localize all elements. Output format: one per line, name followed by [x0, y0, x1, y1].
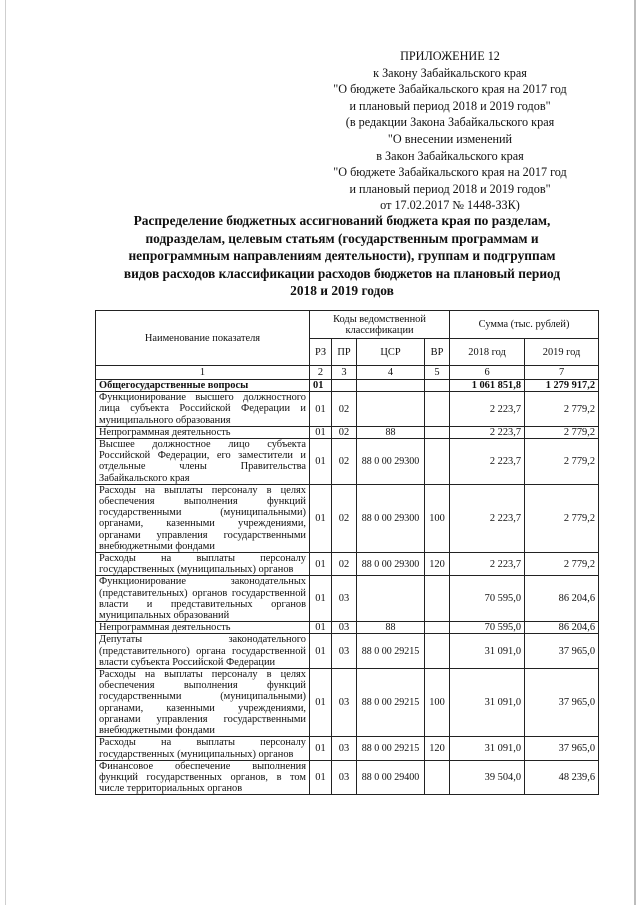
index-cell: 4 [357, 366, 425, 380]
header-2019: 2019 год [525, 339, 599, 366]
row-csr-cell: 88 0 00 29300 [357, 553, 425, 576]
row-pr-cell: 02 [332, 484, 357, 552]
row-rz-cell: 01 [310, 484, 332, 552]
row-vr-cell: 100 [425, 669, 450, 737]
table-row [96, 426, 599, 438]
row-rz-cell: 01 [310, 760, 332, 795]
appendix-line: к Закону Забайкальского края [373, 65, 527, 80]
row-csr-cell [357, 392, 425, 427]
table-row [96, 669, 599, 737]
row-2019-cell: 1 279 917,2 [525, 380, 599, 392]
row-2018-cell: 31 091,0 [450, 669, 525, 737]
header-vr: ВР [425, 339, 450, 366]
index-cell: 2 [310, 366, 332, 380]
header-pr: ПР [332, 339, 357, 366]
row-name-cell: Расходы на выплаты персоналу в целях обеспечения выполнения функций государственными (муниципальными) органами, казенными учреждениями, органами управления государственными внебюджетными фондами [96, 484, 310, 552]
title-line: видов расходов классификации расходов бюджетов на плановый период [123, 265, 561, 281]
index-cell: 3 [332, 366, 357, 380]
appendix-line: и плановый период 2018 и 2019 годов" [349, 181, 551, 196]
row-vr-cell [425, 576, 450, 622]
row-rz-cell: 01 [310, 737, 332, 760]
row-2018-cell: 1 061 851,8 [450, 380, 525, 392]
row-2019-cell: 86 204,6 [525, 622, 599, 634]
table-row [96, 576, 599, 622]
scan-edge-right [634, 0, 636, 905]
appendix-line: "О бюджете Забайкальского края на 2017 год [333, 82, 567, 97]
row-2018-cell: 39 504,0 [450, 760, 525, 795]
index-cell: 6 [450, 366, 525, 380]
row-name-cell: Высшее должностное лицо субъекта Российской Федерации, его заместители и отдельные члены Правительства Забайкальского края [96, 439, 310, 485]
row-2018-cell: 2 223,7 [450, 392, 525, 427]
row-2019-cell: 2 779,2 [525, 439, 599, 485]
row-pr-cell: 03 [332, 737, 357, 760]
title-line: Распределение бюджетных ассигнований бюджета края по разделам, [133, 213, 551, 228]
row-vr-cell [425, 392, 450, 427]
row-rz-cell: 01 [310, 576, 332, 622]
row-pr-cell: 02 [332, 439, 357, 485]
row-vr-cell [425, 426, 450, 438]
appendix-line: "О бюджете Забайкальского края на 2017 год [333, 165, 567, 180]
table-row [96, 439, 599, 485]
row-rz-cell: 01 [310, 669, 332, 737]
row-2018-cell: 2 223,7 [450, 439, 525, 485]
row-pr-cell: 03 [332, 576, 357, 622]
header-csr: ЦСР [357, 339, 425, 366]
row-rz-cell: 01 [310, 380, 332, 392]
row-name-cell: Общегосударственные вопросы [96, 380, 310, 392]
header-sum-group: Сумма (тыс. рублей) [450, 311, 599, 339]
row-name-cell: Непрограммная деятельность [96, 622, 310, 634]
row-2018-cell: 70 595,0 [450, 576, 525, 622]
row-name-cell: Расходы на выплаты персоналу государственных (муниципальных) органов [96, 553, 310, 576]
row-vr-cell [425, 634, 450, 669]
row-pr-cell: 02 [332, 553, 357, 576]
row-2018-cell: 70 595,0 [450, 622, 525, 634]
row-csr-cell: 88 0 00 29215 [357, 669, 425, 737]
appendix-line: и плановый период 2018 и 2019 годов" [349, 98, 551, 113]
row-rz-cell: 01 [310, 634, 332, 669]
row-2019-cell: 37 965,0 [525, 634, 599, 669]
table-row [96, 392, 599, 427]
appendix-line: (в редакции Закона Забайкальского края [345, 115, 555, 130]
row-csr-cell: 88 0 00 29215 [357, 634, 425, 669]
appendix-block [300, 48, 600, 214]
row-csr-cell: 88 0 00 29300 [357, 439, 425, 485]
header-rz: РЗ [310, 339, 332, 366]
row-pr-cell: 03 [332, 622, 357, 634]
row-pr-cell: 03 [332, 760, 357, 795]
table-row [96, 634, 599, 669]
row-2019-cell: 2 779,2 [525, 426, 599, 438]
row-name-cell: Функционирование высшего должностного лица субъекта Российской Федерации и муниципального образования [96, 392, 310, 427]
table-row [96, 737, 599, 760]
row-csr-cell: 88 [357, 622, 425, 634]
row-vr-cell [425, 380, 450, 392]
row-name-cell: Расходы на выплаты персоналу государственных (муниципальных) органов [96, 737, 310, 760]
scan-edge-left [5, 0, 6, 905]
row-2019-cell: 2 779,2 [525, 392, 599, 427]
budget-table [95, 310, 599, 795]
row-name-cell: Депутаты законодательного (представительного) органа государственной власти субъекта Российской Федерации [96, 634, 310, 669]
appendix-line: "О внесении изменений [387, 131, 513, 146]
row-csr-cell [357, 380, 425, 392]
table-row [96, 484, 599, 552]
row-2018-cell: 31 091,0 [450, 737, 525, 760]
row-csr-cell: 88 [357, 426, 425, 438]
row-2018-cell: 31 091,0 [450, 634, 525, 669]
row-csr-cell [357, 576, 425, 622]
row-vr-cell [425, 439, 450, 485]
table-row [96, 553, 599, 576]
title-line: подразделам, целевым статьям (государственным программам и [145, 230, 539, 246]
row-pr-cell: 03 [332, 634, 357, 669]
row-2019-cell: 48 239,6 [525, 760, 599, 795]
table-row [96, 380, 599, 392]
index-cell: 1 [96, 366, 310, 380]
header-2018: 2018 год [450, 339, 525, 366]
row-pr-cell: 03 [332, 669, 357, 737]
row-csr-cell: 88 0 00 29215 [357, 737, 425, 760]
row-vr-cell: 120 [425, 553, 450, 576]
row-pr-cell [332, 380, 357, 392]
row-2018-cell: 2 223,7 [450, 553, 525, 576]
row-name-cell: Финансовое обеспечение выполнения функций государственных органов, в том числе территориальных органов [96, 760, 310, 795]
row-vr-cell [425, 760, 450, 795]
index-cell: 7 [525, 366, 599, 380]
row-csr-cell: 88 0 00 29400 [357, 760, 425, 795]
document-title [96, 212, 588, 300]
row-rz-cell: 01 [310, 426, 332, 438]
row-name-cell: Расходы на выплаты персоналу в целях обеспечения выполнения функций государственными (муниципальными) органами, казенными учреждениями, органами управления государственными внебюджетными фондами [96, 669, 310, 737]
row-vr-cell: 100 [425, 484, 450, 552]
row-rz-cell: 01 [310, 553, 332, 576]
table-body [96, 366, 599, 795]
header-codes-group: Коды ведомственной классификации [310, 311, 450, 339]
row-vr-cell [425, 622, 450, 634]
row-2018-cell: 2 223,7 [450, 484, 525, 552]
header-name: Наименование показателя [96, 311, 310, 366]
table-header [96, 311, 599, 366]
row-name-cell: Непрограммная деятельность [96, 426, 310, 438]
row-2019-cell: 37 965,0 [525, 737, 599, 760]
column-index-row [96, 366, 599, 380]
row-2019-cell: 37 965,0 [525, 669, 599, 737]
table-row [96, 760, 599, 795]
row-2019-cell: 2 779,2 [525, 484, 599, 552]
row-rz-cell: 01 [310, 392, 332, 427]
row-2018-cell: 2 223,7 [450, 426, 525, 438]
row-2019-cell: 86 204,6 [525, 576, 599, 622]
row-name-cell: Функционирование законодательных (представительных) органов государственной власти и представительных органов муниципальных образований [96, 576, 310, 622]
row-rz-cell: 01 [310, 439, 332, 485]
appendix-line: ПРИЛОЖЕНИЕ 12 [400, 49, 500, 63]
row-rz-cell: 01 [310, 622, 332, 634]
table-row [96, 622, 599, 634]
appendix-line: от 17.02.2017 № 1448-ЗЗК) [380, 198, 520, 213]
row-vr-cell: 120 [425, 737, 450, 760]
title-line: непрограммным направлениям деятельности), группам и подгруппам [128, 248, 556, 264]
row-pr-cell: 02 [332, 392, 357, 427]
appendix-line: в Закон Забайкальского края [376, 148, 524, 163]
row-pr-cell: 02 [332, 426, 357, 438]
title-line: 2018 и 2019 годов [290, 283, 394, 299]
row-csr-cell: 88 0 00 29300 [357, 484, 425, 552]
index-cell: 5 [425, 366, 450, 380]
row-2019-cell: 2 779,2 [525, 553, 599, 576]
